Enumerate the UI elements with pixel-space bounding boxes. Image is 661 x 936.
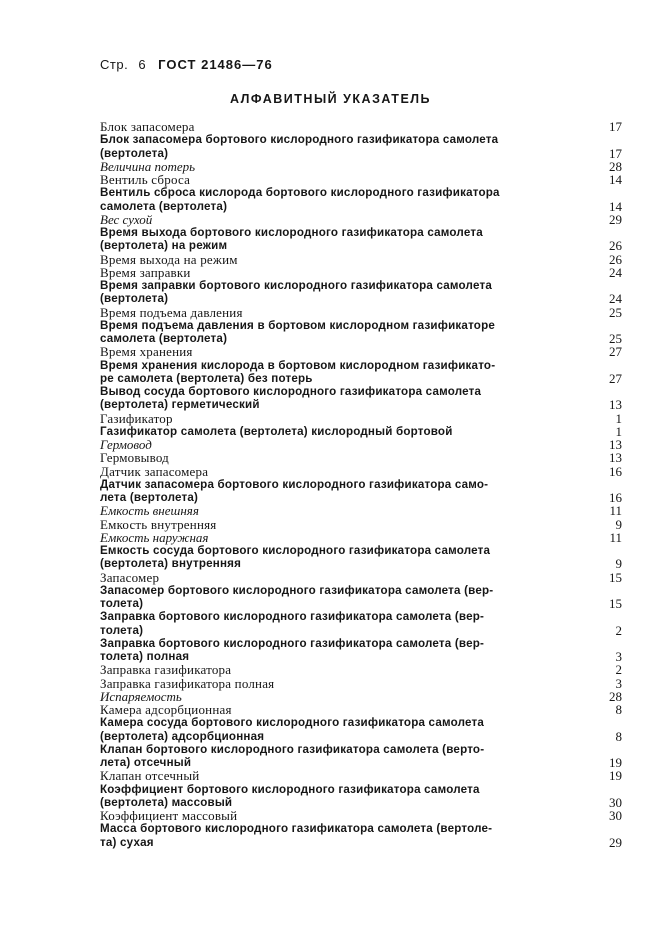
- index-entry-page-number: 3: [615, 649, 622, 664]
- index-entry: [100, 120, 622, 133]
- index-entry-page-number: 24: [609, 291, 622, 307]
- index-entry-page-number: 29: [609, 834, 622, 850]
- index-entry-term-line: Время выхода на режим: [100, 251, 238, 267]
- index-entry: [100, 253, 622, 266]
- index-entry-term-line: Блок запасомера: [100, 119, 195, 134]
- index-entry: [100, 703, 622, 716]
- index-entry: [100, 571, 622, 584]
- index-entry-page-number: 28: [609, 158, 622, 174]
- index-entry: [100, 637, 622, 664]
- index-entry-term-line: толета) полная: [100, 650, 190, 663]
- index-entry-term-line: лета (вертолета): [100, 491, 199, 504]
- index-entry: [100, 783, 622, 810]
- index-entry-term-line: Время подъема давления в бортовом кислородном газификаторе: [100, 318, 496, 332]
- index-entry-term-line: Величина потерь: [100, 158, 196, 174]
- index-entry-page-number: 11: [609, 529, 622, 545]
- index-entry-term-line: Гермовывод: [100, 450, 169, 466]
- index-entry-page-number: 9: [615, 556, 622, 572]
- index-entry-page-number: 26: [609, 238, 622, 254]
- index-entry-page-number: 25: [609, 304, 622, 320]
- index-entry-page-number: 9: [615, 516, 622, 532]
- index-entry-term-line: самолета (вертолета): [100, 332, 228, 345]
- index-entry-term-line: Клапан отсечный: [100, 768, 200, 784]
- index-entry-term-line: Коэффициент массовый: [100, 808, 238, 823]
- index-entry-term-line: Камера адсорбционная: [100, 702, 232, 717]
- index-entry-page-number: 24: [609, 264, 622, 280]
- index-entry-page-number: 16: [609, 490, 622, 505]
- index-entry: [100, 584, 622, 611]
- index-entry: [100, 465, 622, 478]
- index-entry: [100, 425, 622, 438]
- running-header: [100, 57, 273, 72]
- index-entry-page-number: 2: [615, 662, 622, 678]
- index-entry-term-line: Вес сухой: [100, 211, 153, 227]
- index-entry: [100, 822, 622, 849]
- index-entry: [100, 677, 622, 690]
- index-entry: [100, 743, 622, 770]
- index-entry-page-number: 16: [609, 463, 622, 479]
- index-entry-term-line: Заправка бортового кислородного газификатора самолета (вер-: [100, 610, 485, 624]
- index-entry-page-number: 27: [609, 370, 622, 386]
- index-entry: [100, 610, 622, 637]
- index-entry-term-line: Запасомер: [100, 569, 160, 585]
- index-entry-page-number: 15: [609, 596, 622, 611]
- standard-designation: ГОСТ 21486—76: [158, 57, 273, 72]
- index-entry-page-number: 30: [609, 808, 622, 823]
- page-label: Стр.: [100, 57, 129, 72]
- index-entry: [100, 266, 622, 279]
- index-entry: [100, 663, 622, 676]
- index-entry: [100, 769, 622, 782]
- index-entry-page-number: 19: [609, 768, 622, 784]
- index-entry: [100, 160, 622, 173]
- index-entry-term-line: Время заправки: [100, 264, 191, 280]
- index-entry-term-line: Блок запасомера бортового кислородного газификатора самолета: [100, 133, 499, 147]
- index-entry-term-line: (вертолета) массовый: [100, 795, 233, 809]
- index-entry: [100, 385, 622, 412]
- index-entry-term-line: Запасомер бортового кислородного газификатора самолета (вер-: [100, 583, 494, 597]
- index-entry-term-line: Время подъема давления: [100, 304, 243, 320]
- index-entry: [100, 544, 622, 571]
- index-entry-term-line: Заправка газификатора полная: [100, 675, 275, 691]
- index-entry: [100, 345, 622, 358]
- index-entry-page-number: 15: [609, 569, 622, 585]
- index-entry-page-number: 13: [609, 450, 622, 466]
- index-entry-term-line: Газификатор: [100, 410, 173, 426]
- index-entry-page-number: 1: [615, 423, 622, 439]
- index-entry-page-number: 8: [615, 702, 622, 717]
- index-entry: [100, 716, 622, 743]
- index-entry-term-line: Датчик запасомера бортового кислородного газификатора само-: [100, 477, 489, 491]
- index-entry-term-line: та) сухая: [100, 835, 154, 849]
- index-entry-page-number: 13: [609, 437, 622, 452]
- index-entry-page-number: 3: [615, 675, 622, 691]
- index-entry-term-line: Вентиль сброса: [100, 172, 191, 187]
- index-entry: [100, 438, 622, 451]
- index-entry-term-line: (вертолета): [100, 146, 169, 160]
- index-entry-term-line: (вертолета): [100, 292, 169, 306]
- index-entry: [100, 809, 622, 822]
- index-entry-term-line: Вентиль сброса кислорода бортового кислородного газификатора: [100, 186, 500, 200]
- index-entry-page-number: 8: [615, 728, 622, 744]
- index-entry-term-line: Заправка газификатора: [100, 662, 232, 678]
- index-entry-page-number: 25: [609, 331, 622, 346]
- index-entry: [100, 518, 622, 531]
- index-entry-page-number: 11: [609, 503, 622, 519]
- index-entry: [100, 531, 622, 544]
- index-entry-page-number: 29: [609, 211, 622, 227]
- index-entry-term-line: Гермовод: [100, 437, 152, 452]
- index-entry-page-number: 28: [609, 688, 622, 704]
- index-entry-page-number: 17: [609, 119, 622, 134]
- index-entry: [100, 478, 622, 505]
- index-entry-term-line: Коэффициент бортового кислородного газификатора самолета: [100, 782, 480, 796]
- index-entry-term-line: ре самолета (вертолета) без потерь: [100, 371, 313, 385]
- index-entry-term-line: толета): [100, 623, 144, 637]
- index-entry-term-line: Время выхода бортового кислородного газификатора самолета: [100, 226, 483, 239]
- index-entry-page-number: 27: [609, 344, 622, 360]
- index-entry: [100, 186, 622, 213]
- index-entry-term-line: Испаряемость: [100, 688, 182, 704]
- page-number: 6: [138, 57, 147, 72]
- index-entry: [100, 173, 622, 186]
- index-entry: [100, 319, 622, 346]
- index-entry-term-line: Клапан бортового кислородного газификатора самолета (верто-: [100, 742, 485, 756]
- index-entry-term-line: самолета (вертолета): [100, 199, 228, 213]
- index-entry-page-number: 14: [609, 172, 622, 187]
- index-entry-page-number: 14: [609, 198, 622, 214]
- index-entry: [100, 412, 622, 425]
- index-entry-term-line: (вертолета) герметический: [100, 398, 260, 412]
- index-entry-term-line: лета) отсечный: [100, 756, 192, 769]
- index-entry-term-line: толета): [100, 597, 144, 610]
- index-entry-page-number: 2: [615, 622, 622, 638]
- index-entry-term-line: Масса бортового кислородного газификатора самолета (вертоле-: [100, 822, 493, 836]
- index-entry-term-line: Емкость сосуда бортового кислородного газификатора самолета: [100, 544, 491, 557]
- index-entry-term-line: Емкость внутренняя: [100, 516, 217, 532]
- index-entry-page-number: 30: [609, 794, 622, 810]
- index-entry-term-line: Газификатор самолета (вертолета) кислородный бортовой: [100, 424, 453, 438]
- index-entry-term-line: Камера сосуда бортового кислородного газификатора самолета: [100, 716, 485, 730]
- index-entry-term-line: Время заправки бортового кислородного газификатора самолета: [100, 279, 492, 292]
- index-entry: [100, 690, 622, 703]
- index-entry-term-line: Емкость наружная: [100, 529, 209, 545]
- index-title: АЛФАВИТНЫЙ УКАЗАТЕЛЬ: [229, 92, 432, 106]
- index-entry: [100, 306, 622, 319]
- index-entry-page-number: 26: [609, 251, 622, 267]
- index-entry-term-line: Заправка бортового кислородного газификатора самолета (вер-: [100, 636, 485, 650]
- index-entry: [100, 504, 622, 517]
- index-entry-page-number: 19: [609, 755, 622, 770]
- index-entry-term-line: (вертолета) адсорбционная: [100, 729, 265, 743]
- index-entry-term-line: Вывод сосуда бортового кислородного газификатора самолета: [100, 385, 482, 398]
- index-entry-term-line: Время хранения: [100, 344, 193, 360]
- index-entry: [100, 213, 622, 226]
- index-entry-term-line: Датчик запасомера: [100, 463, 209, 479]
- index-entry-term-line: (вертолета) на режим: [100, 239, 228, 253]
- alphabetical-index: [100, 120, 622, 849]
- index-entry-term-line: Время хранения кислорода в бортовом кислородном газификато-: [100, 358, 496, 372]
- index-entry-page-number: 13: [609, 397, 622, 413]
- index-entry-page-number: 17: [609, 145, 622, 161]
- index-entry-term-line: Емкость внешняя: [100, 503, 199, 519]
- index-entry: [100, 451, 622, 464]
- index-entry: [100, 359, 622, 386]
- index-entry: [100, 279, 622, 306]
- index-entry-term-line: (вертолета) внутренняя: [100, 557, 242, 571]
- index-entry: [100, 133, 622, 160]
- index-entry-page-number: 1: [615, 410, 622, 426]
- index-entry: [100, 226, 622, 253]
